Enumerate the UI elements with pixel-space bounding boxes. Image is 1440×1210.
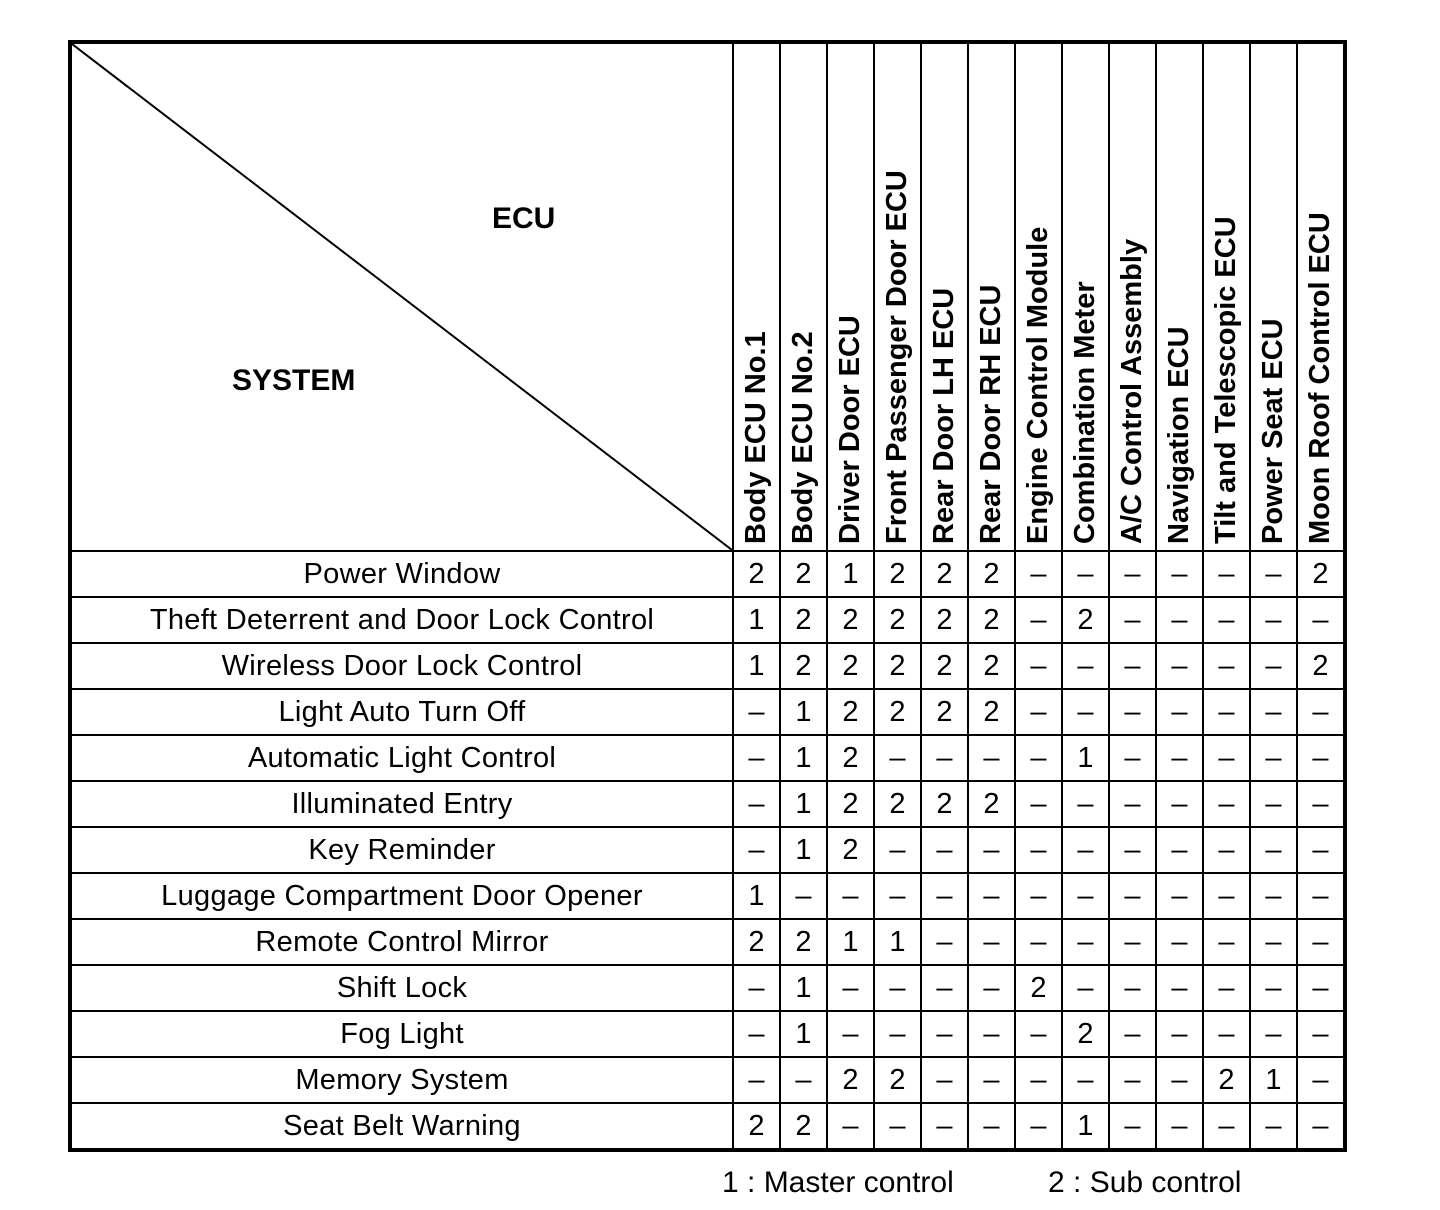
ecu-column-header [1109,42,1156,551]
table-row [70,873,1345,919]
control-cell: 2 [874,781,921,827]
ecu-column-label: Tilt and Telescopic ECU [1209,216,1242,544]
system-name: Key Reminder [70,827,733,873]
ecu-column-label: Rear Door RH ECU [974,284,1007,544]
control-cell: 2 [1203,1057,1250,1103]
matrix-body [70,551,1345,1150]
control-cell: – [1203,597,1250,643]
control-cell: – [1109,551,1156,597]
control-cell: – [1156,597,1203,643]
ecu-column-label: Power Seat ECU [1256,318,1289,544]
control-cell: – [874,1103,921,1150]
system-name: Shift Lock [70,965,733,1011]
control-cell: 1 [780,827,827,873]
control-cell: – [1297,689,1345,735]
ecu-column-header [1015,42,1062,551]
system-name: Fog Light [70,1011,733,1057]
ecu-column-label: Body ECU No.2 [786,331,819,544]
control-cell: – [1203,781,1250,827]
control-cell: – [1156,1057,1203,1103]
legend-sub: 2 : Sub control [1048,1166,1242,1199]
control-cell: 2 [827,827,874,873]
table-row [70,643,1345,689]
control-cell: – [1015,551,1062,597]
control-cell: 1 [733,873,780,919]
control-cell: 1 [827,551,874,597]
control-cell: – [733,781,780,827]
corner-header [70,42,733,551]
control-cell: – [1109,1057,1156,1103]
control-cell: – [968,873,1015,919]
control-cell: – [1297,597,1345,643]
control-cell: – [968,919,1015,965]
control-cell: 2 [733,919,780,965]
control-cell: 1 [1250,1057,1297,1103]
control-cell: – [1250,827,1297,873]
control-cell: – [921,919,968,965]
control-cell: 1 [827,919,874,965]
ecu-column-label: Front Passenger Door ECU [880,170,913,544]
control-cell: 2 [968,643,1015,689]
control-cell: – [1015,1057,1062,1103]
control-cell: – [968,965,1015,1011]
control-cell: – [1250,1103,1297,1150]
system-name: Illuminated Entry [70,781,733,827]
control-cell: 2 [968,597,1015,643]
control-cell: – [1156,551,1203,597]
control-cell: – [1203,827,1250,873]
control-cell: – [780,1057,827,1103]
control-cell: – [1015,1103,1062,1150]
control-cell: – [921,735,968,781]
control-cell: 1 [780,689,827,735]
control-cell: 1 [780,965,827,1011]
ecu-column-label: Driver Door ECU [833,315,866,544]
table-row [70,689,1345,735]
control-cell: – [1203,919,1250,965]
control-cell: – [1156,643,1203,689]
control-cell: – [1109,1103,1156,1150]
control-cell: – [1203,1103,1250,1150]
ecu-column-label: Combination Meter [1068,281,1101,544]
control-cell: – [1015,827,1062,873]
control-cell: – [733,827,780,873]
control-cell: – [921,873,968,919]
control-cell: – [1297,873,1345,919]
ecu-column-header [827,42,874,551]
control-cell: – [1297,735,1345,781]
system-name: Wireless Door Lock Control [70,643,733,689]
control-cell: 2 [780,597,827,643]
control-cell: 1 [733,597,780,643]
control-cell: – [1109,827,1156,873]
control-cell: 2 [733,551,780,597]
control-cell: – [921,1103,968,1150]
control-cell: – [1156,689,1203,735]
control-cell: – [733,1057,780,1103]
control-cell: – [1062,689,1109,735]
ecu-column-header [968,42,1015,551]
table-row [70,1103,1345,1150]
control-cell: 2 [1297,643,1345,689]
control-cell: – [1015,735,1062,781]
ecu-column-label: A/C Control Assembly [1115,238,1148,544]
ecu-column-label: Body ECU No.1 [739,331,772,544]
control-cell: – [874,1011,921,1057]
ecu-column-label: Moon Roof Control ECU [1303,212,1336,544]
control-cell: 2 [827,735,874,781]
control-cell: – [1015,689,1062,735]
control-cell: – [1297,919,1345,965]
system-name: Seat Belt Warning [70,1103,733,1150]
ecu-column-label: Navigation ECU [1162,326,1195,544]
table-row [70,551,1345,597]
control-cell: – [968,1057,1015,1103]
control-cell: 2 [874,689,921,735]
control-cell: 1 [780,1011,827,1057]
control-cell: – [1250,873,1297,919]
system-name: Light Auto Turn Off [70,689,733,735]
control-cell: 2 [827,689,874,735]
control-cell: 2 [874,1057,921,1103]
table-row [70,1057,1345,1103]
control-cell: – [1015,873,1062,919]
control-cell: – [1156,781,1203,827]
control-cell: – [827,1011,874,1057]
control-cell: – [1156,735,1203,781]
control-cell: – [1297,827,1345,873]
diagonal-divider [72,44,732,550]
control-cell: – [874,735,921,781]
table-row [70,781,1345,827]
control-cell: 2 [827,781,874,827]
control-cell: 1 [780,781,827,827]
control-cell: – [733,735,780,781]
system-name: Memory System [70,1057,733,1103]
system-name: Power Window [70,551,733,597]
control-cell: 1 [733,643,780,689]
control-cell: 1 [1062,735,1109,781]
control-cell: 2 [874,597,921,643]
control-cell: – [1062,781,1109,827]
control-cell: – [874,827,921,873]
control-cell: – [1062,919,1109,965]
control-cell: – [733,1011,780,1057]
control-cell: – [1250,597,1297,643]
control-cell: – [733,965,780,1011]
control-cell: – [1250,965,1297,1011]
control-cell: – [1015,643,1062,689]
control-cell: – [1156,873,1203,919]
control-cell: 2 [780,1103,827,1150]
ecu-column-label: Rear Door LH ECU [927,287,960,544]
control-cell: 2 [968,689,1015,735]
control-cell: – [1015,597,1062,643]
control-cell: 2 [780,551,827,597]
ecu-column-header [1062,42,1109,551]
control-cell: – [1203,643,1250,689]
control-cell: – [1156,965,1203,1011]
control-cell: – [1250,735,1297,781]
control-cell: 2 [921,597,968,643]
control-cell: – [921,1011,968,1057]
control-cell: – [1109,965,1156,1011]
ecu-column-header [1297,42,1345,551]
control-cell: – [1109,597,1156,643]
control-cell: – [1203,873,1250,919]
control-cell: 2 [968,781,1015,827]
table-row [70,965,1345,1011]
control-cell: – [1109,643,1156,689]
control-cell: 2 [921,551,968,597]
control-cell: 2 [921,781,968,827]
control-cell: – [1297,965,1345,1011]
control-cell: – [1203,551,1250,597]
control-cell: – [1156,827,1203,873]
control-cell: 2 [1297,551,1345,597]
system-name: Automatic Light Control [70,735,733,781]
control-cell: – [1297,781,1345,827]
control-cell: – [1297,1057,1345,1103]
control-cell: 2 [874,643,921,689]
ecu-column-label: Engine Control Module [1021,226,1054,544]
control-cell: – [1015,781,1062,827]
control-cell: – [1109,919,1156,965]
control-cell: 2 [874,551,921,597]
control-cell: – [1062,827,1109,873]
control-cell: – [1203,689,1250,735]
control-cell: – [1156,919,1203,965]
control-cell: – [1250,643,1297,689]
control-cell: – [1250,781,1297,827]
control-cell: 1 [874,919,921,965]
ecu-column-header [1156,42,1203,551]
ecu-axis-label: ECU [492,202,556,235]
control-cell: – [1297,1103,1345,1150]
legend-master: 1 : Master control [722,1166,954,1199]
ecu-column-header [874,42,921,551]
control-cell: 2 [827,1057,874,1103]
control-cell: – [921,827,968,873]
table-row [70,919,1345,965]
control-cell: – [968,1103,1015,1150]
ecu-column-header [1203,42,1250,551]
table-row [70,827,1345,873]
control-cell: 2 [1015,965,1062,1011]
ecu-column-header [1250,42,1297,551]
header-row [70,42,1345,551]
control-cell: 1 [1062,1103,1109,1150]
control-cell: – [1015,919,1062,965]
control-cell: 2 [968,551,1015,597]
control-cell: – [1203,735,1250,781]
control-cell: 2 [780,643,827,689]
table-row [70,1011,1345,1057]
control-cell: – [1250,919,1297,965]
control-cell: – [827,965,874,1011]
control-cell: – [780,873,827,919]
control-cell: – [1109,781,1156,827]
control-cell: 2 [921,689,968,735]
control-cell: – [1109,735,1156,781]
control-cell: 2 [921,643,968,689]
system-name: Remote Control Mirror [70,919,733,965]
control-cell: – [1203,1011,1250,1057]
control-cell: 2 [1062,597,1109,643]
control-cell: – [1203,965,1250,1011]
control-cell: – [968,827,1015,873]
table-row [70,735,1345,781]
control-cell: – [827,873,874,919]
control-cell: – [1109,873,1156,919]
system-axis-label: SYSTEM [232,364,356,397]
control-cell: 2 [827,643,874,689]
control-cell: – [1062,873,1109,919]
ecu-column-header [733,42,780,551]
control-cell: – [1156,1011,1203,1057]
ecu-system-matrix [68,40,1347,1152]
control-cell: – [1250,1011,1297,1057]
control-cell: – [1062,1057,1109,1103]
table-row [70,597,1345,643]
control-cell: 2 [733,1103,780,1150]
control-cell: 1 [780,735,827,781]
control-cell: – [1156,1103,1203,1150]
control-cell: – [1062,551,1109,597]
control-cell: – [921,1057,968,1103]
control-cell: – [921,965,968,1011]
control-cell: – [827,1103,874,1150]
control-cell: 2 [827,597,874,643]
ecu-column-header [780,42,827,551]
control-cell: 2 [780,919,827,965]
control-cell: – [1297,1011,1345,1057]
control-cell: – [733,689,780,735]
control-cell: – [1062,643,1109,689]
control-cell: – [1062,965,1109,1011]
control-cell: – [968,1011,1015,1057]
control-cell: – [1109,1011,1156,1057]
system-name: Theft Deterrent and Door Lock Control [70,597,733,643]
control-cell: – [1015,1011,1062,1057]
control-cell: – [874,965,921,1011]
ecu-column-header [921,42,968,551]
control-cell: 2 [1062,1011,1109,1057]
control-cell: – [968,735,1015,781]
control-cell: – [874,873,921,919]
control-cell: – [1250,689,1297,735]
system-name: Luggage Compartment Door Opener [70,873,733,919]
control-cell: – [1109,689,1156,735]
control-cell: – [1250,551,1297,597]
